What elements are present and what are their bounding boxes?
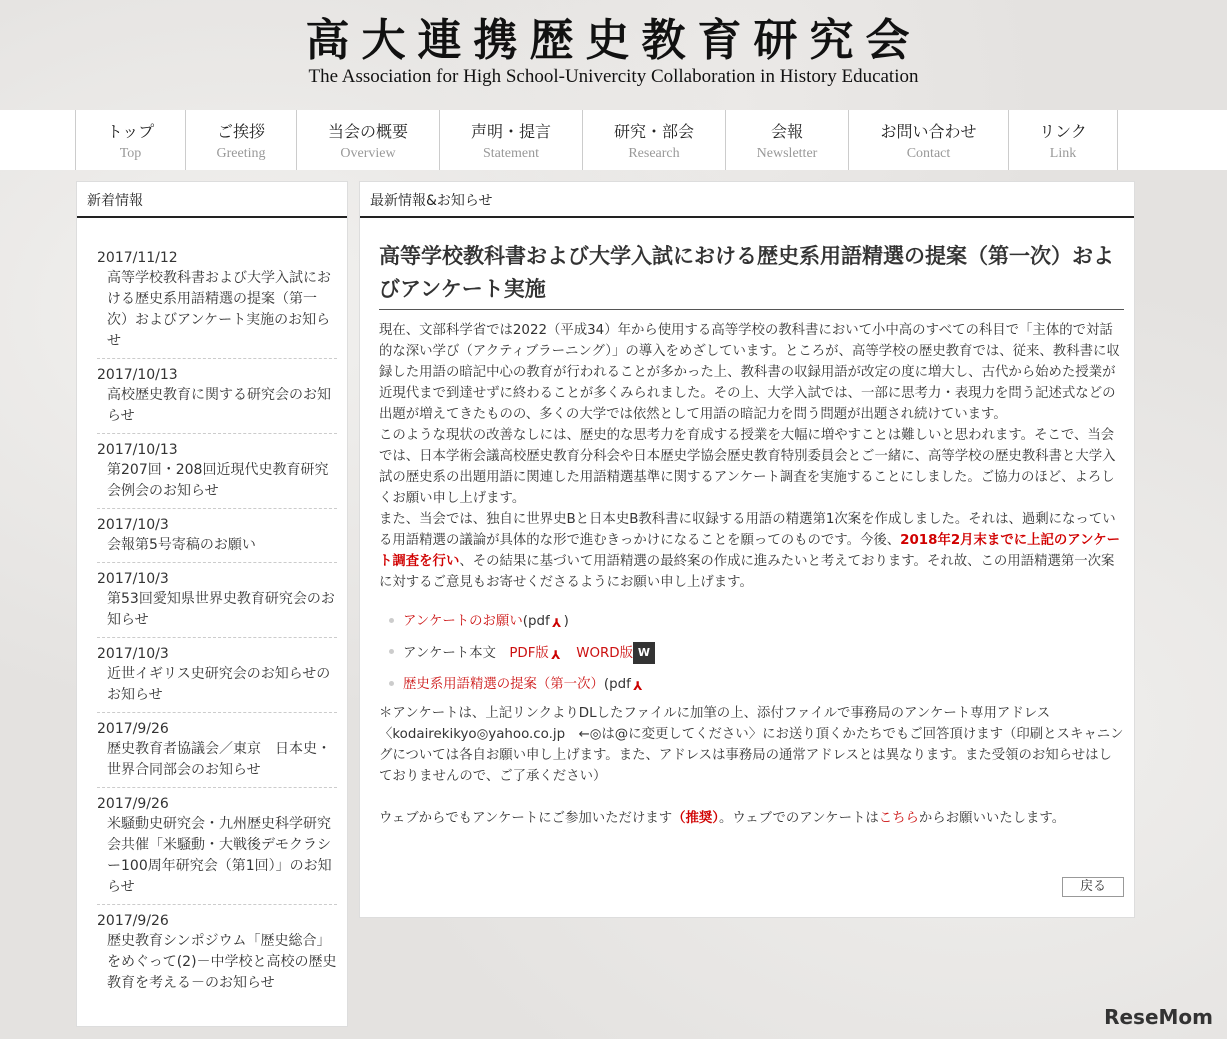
nav-research[interactable] — [582, 110, 725, 170]
web-text-2: 。ウェブでのアンケートは — [719, 811, 879, 826]
news-link[interactable]: 歴史教育者協議会／東京 日本史・世界合同部会のお知らせ — [107, 741, 331, 778]
news-item — [97, 788, 337, 905]
pdf-icon[interactable]: ⅄ — [633, 679, 643, 693]
nav-newsletter[interactable] — [725, 110, 848, 170]
nav-sublabel: Newsletter — [756, 146, 818, 161]
paragraph-1: 現在、文部科学省では2022（平成34）年から使用する高等学校の教科書において小中高のすべての科目で「主体的で対話的な深い学び（アクティブラーニング）」の導入をめざしています。ところが、高等学校の歴史教育では、従来、教科書に収録した用語の暗記中心の教育が行われることが多かった上、教科書の収録用語が改定の度に増大し、古代から始めた授業が近現代まで到達せずに終わることが多くみられました。その上、大学入試では、一部に思考力・表現力を問う記述式などの出題が増えてきたものの、多くの大学では依然として用語の暗記力を問う問題が出題され続けています。 — [379, 323, 1120, 422]
news-link[interactable]: 第53回愛知県世界史教育研究会のお知らせ — [107, 591, 335, 628]
news-link[interactable]: 第207回・208回近現代史教育研究会例会のお知らせ — [107, 462, 329, 499]
deadline-highlight: 2018年2月末までに上記のアンケート調査を行い — [379, 533, 1121, 569]
news-date: 2017/9/26 — [97, 721, 169, 737]
news-date: 2017/10/13 — [97, 367, 178, 383]
news-date: 2017/10/3 — [97, 517, 169, 533]
news-item — [97, 638, 337, 713]
survey-note: ＊アンケートは、上記リンクよりDLしたファイルに加筆の上、添付ファイルで事務局のアンケート専用アドレス〈kodairekikyo◎yahoo.co.jp ←◎は@に変更してください〉にお送り頂くかたちでもご回答頂けます（印刷とスキャニングについては各自お願い申し上げます。また、アドレスは事務局の通常アドレスとは異なります。また受領のお知らせはしておりませんので、ご了承ください） — [379, 706, 1124, 784]
nav-overview[interactable] — [296, 110, 439, 170]
news-date: 2017/10/13 — [97, 442, 178, 458]
news-item — [97, 434, 337, 509]
nav-sublabel: Contact — [906, 146, 951, 161]
news-list — [77, 218, 347, 1000]
nav-statement[interactable] — [439, 110, 582, 170]
article-title: 高等学校教科書および大学入試における歴史系用語精選の提案（第一次）およびアンケート実施 — [379, 240, 1124, 310]
sidebar-heading: 新着情報 — [77, 182, 347, 218]
news-link[interactable]: 歴史教育シンポジウム「歴史総合」をめぐって(2)－中学校と高校の歴史教育を考える－のお知らせ — [107, 933, 337, 991]
survey-request-link[interactable]: アンケートのお願い — [403, 614, 523, 629]
main-panel — [359, 181, 1135, 918]
nav-label: リンク — [1039, 122, 1087, 141]
proposal-link[interactable]: 歴史系用語精選の提案（第一次） — [403, 677, 604, 692]
news-link[interactable]: 会報第5号寄稿のお願い — [107, 537, 256, 553]
pdf-label: (pdf — [522, 614, 550, 629]
nav-top[interactable] — [75, 110, 185, 170]
nav-greeting[interactable] — [185, 110, 296, 170]
list-item — [389, 642, 1124, 664]
news-item — [97, 242, 337, 359]
survey-word-link[interactable]: WORD版 — [576, 646, 633, 661]
site-header — [0, 0, 1227, 110]
news-date: 2017/10/3 — [97, 571, 169, 587]
list-item — [389, 611, 1124, 632]
nav-label: 研究・部会 — [613, 122, 694, 141]
list-item — [389, 674, 1124, 695]
nav-sublabel: Greeting — [216, 146, 266, 161]
survey-body-label: アンケート本文 — [403, 646, 510, 661]
nav-label: 当会の概要 — [327, 122, 408, 141]
news-item — [97, 509, 337, 563]
nav-sublabel: Statement — [483, 146, 539, 161]
main-heading: 最新情報&お知らせ — [360, 182, 1134, 218]
news-date: 2017/10/3 — [97, 646, 169, 662]
paragraph-3-text: また、当会では、独自に世界史Bと日本史B教科書に収録する用語の精選第1次案を作成しました。それは、過剰になっている用語精選の議論が具体的な形で進むきっかけになることを願ってのものです。今後、 — [379, 512, 1116, 548]
news-item — [97, 359, 337, 434]
resemom-watermark: ReseMom — [1104, 1005, 1213, 1029]
nav-label: お問い合わせ — [880, 122, 977, 141]
site-title[interactable]: 高大連携歴史教育研究会 — [305, 15, 922, 66]
file-list — [389, 611, 1124, 695]
news-link[interactable]: 米騒動史研究会・九州歴史科学研究会共催「米騒動・大戦後デモクラシー100周年研究会（第1回）」のお知らせ — [107, 816, 332, 895]
main-nav — [0, 110, 1227, 170]
paragraph-3 — [379, 509, 1124, 593]
site-subtitle: The Association for High School-Univercity Collaboration in History Education — [308, 66, 919, 87]
nav-sublabel: Top — [119, 146, 142, 161]
news-link[interactable]: 近世イギリス史研究会のお知らせのお知らせ — [107, 666, 331, 703]
paragraph-3-text-end: 、その結果に基づいて用語精選の最終案の作成に進みたいと考えております。それ故、この用語精選第一次案に対するご意見もお寄せくださるようにお願い申し上げます。 — [379, 554, 1115, 590]
word-icon[interactable]: W — [633, 642, 655, 664]
back-button[interactable]: 戻る — [1062, 877, 1124, 897]
nav-sublabel: Overview — [340, 146, 396, 161]
nav-sublabel: Research — [628, 146, 680, 161]
pdf-icon[interactable]: ⅄ — [551, 648, 561, 662]
recommended-label: （推奨） — [672, 811, 719, 826]
news-item — [97, 563, 337, 638]
news-sidebar — [76, 181, 348, 1027]
news-date: 2017/9/26 — [97, 796, 169, 812]
nav-sublabel: Link — [1049, 146, 1077, 161]
news-date: 2017/11/12 — [97, 250, 178, 266]
pdf-icon[interactable]: ⅄ — [552, 616, 562, 630]
web-text: ウェブからでもアンケートにご参加いただけます — [379, 811, 673, 826]
nav-label: ご挨拶 — [216, 122, 265, 141]
news-link[interactable]: 高等学校教科書および大学入試における歴史系用語精選の提案（第一次）およびアンケート実施のお知らせ — [107, 270, 331, 349]
web-text-3: からお願いいたします。 — [918, 811, 1066, 826]
survey-pdf-link[interactable]: PDF版 — [509, 646, 549, 661]
web-survey-text — [379, 808, 1124, 829]
nav-label: 会報 — [770, 122, 803, 141]
nav-label: トップ — [106, 122, 155, 141]
news-item — [97, 713, 337, 788]
web-survey-link[interactable]: こちら — [878, 811, 919, 826]
close-paren: ) — [563, 614, 569, 629]
pdf-label: (pdf — [603, 677, 631, 692]
nav-link[interactable] — [1008, 110, 1118, 170]
nav-label: 声明・提言 — [470, 122, 551, 141]
news-date: 2017/9/26 — [97, 913, 169, 929]
nav-contact[interactable] — [848, 110, 1008, 170]
paragraph-2: このような現状の改善なしには、歴史的な思考力を育成する授業を大幅に増やすことは難しいと思われます。そこで、当会では、日本学術会議高校歴史教育分科会や日本歴史学協会歴史教育特別委員会とご一緒に、高等学校の歴史教科書と大学入試の歴史系の出題用語に関連した用語精選基準に関するアンケート調査を実施することにしました。ご協力のほど、よろしくお願い申し上げます。 — [379, 428, 1116, 506]
news-item — [97, 905, 337, 1000]
news-link[interactable]: 高校歴史教育に関する研究会のお知らせ — [107, 387, 331, 424]
